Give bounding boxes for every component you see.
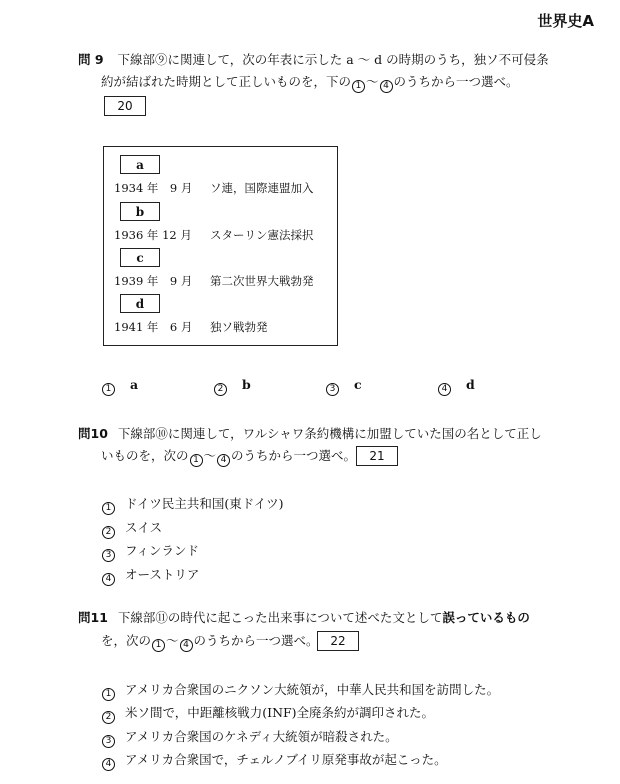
- option-text: フィンランド: [125, 543, 200, 558]
- timeline-event: 独ソ戦勃発: [210, 320, 268, 334]
- timeline-box-c: c: [120, 248, 160, 267]
- q11-text-line1-pre: 下線部⑪の時代に起こった出来事について述べた文として: [117, 610, 443, 625]
- q11-line1: [78, 610, 530, 626]
- timeline-date: 1934 年 9 月: [114, 181, 193, 195]
- q9-range-tilde: ～: [366, 74, 379, 89]
- option-number: 4: [102, 573, 115, 586]
- option-number: 3: [102, 735, 115, 748]
- q9-text-line2-post: のうちから一つ選べ。: [393, 74, 519, 89]
- timeline-box-b: b: [120, 202, 160, 221]
- q10-range-start: 1: [190, 454, 203, 467]
- q10-answer-box: 21: [356, 446, 398, 466]
- q11-text-line2-pre: を，次の: [101, 633, 152, 648]
- choice-label: c: [354, 377, 362, 392]
- timeline-event: スターリン憲法採択: [210, 228, 314, 242]
- q10-text-line2-pre: いものを，次の: [101, 448, 189, 463]
- q9-timeline: [103, 146, 338, 346]
- q9-number: 問 9: [78, 52, 104, 67]
- q11-range-start: 1: [152, 639, 165, 652]
- timeline-event: ソ連，国際連盟加入: [210, 181, 314, 195]
- q10-line2: [101, 448, 356, 467]
- q9-choice-3[interactable]: [325, 377, 362, 396]
- option-text: アメリカ合衆国で，チェルノブイリ原発事故が起こった。: [125, 752, 447, 767]
- option-number: 1: [102, 688, 115, 701]
- q10-range-end: 4: [217, 454, 230, 467]
- q11-option-1[interactable]: [101, 680, 499, 701]
- timeline-box-d: d: [120, 294, 160, 313]
- q9-line1: [78, 52, 549, 68]
- q11-number: 問11: [78, 610, 108, 625]
- q11-answer-box: 22: [317, 631, 359, 651]
- subject-header: 世界史A: [537, 12, 594, 30]
- q10-text-line2-post: のうちから一つ選べ。: [231, 448, 357, 463]
- choice-number: 2: [214, 383, 227, 396]
- option-number: 2: [102, 711, 115, 724]
- choice-label: d: [466, 377, 475, 392]
- q9-choice-1[interactable]: [101, 377, 138, 396]
- q11-line2: [101, 633, 319, 652]
- q11-text-line2-post: のうちから一つ選べ。: [193, 633, 319, 648]
- q11-option-3[interactable]: [101, 727, 398, 748]
- q11-option-2[interactable]: [101, 703, 434, 724]
- q10-option-2[interactable]: [101, 518, 162, 539]
- option-text: スイス: [125, 520, 163, 535]
- choice-label: a: [130, 377, 139, 392]
- option-text: オーストリア: [125, 567, 200, 582]
- q10-number: 問10: [78, 426, 108, 441]
- q11-range-tilde: ～: [166, 633, 179, 648]
- option-number: 4: [102, 758, 115, 771]
- q10-option-4[interactable]: [101, 565, 199, 586]
- q11-text-emphasis: 誤っているもの: [442, 610, 530, 625]
- q10-option-3[interactable]: [101, 541, 199, 562]
- q11-option-4[interactable]: [101, 750, 447, 771]
- timeline-date: 1936 年 12 月: [114, 228, 192, 242]
- q9-range-end: 4: [380, 80, 393, 93]
- q9-line2: [101, 74, 519, 93]
- q10-option-1[interactable]: [101, 494, 284, 515]
- timeline-box-a: a: [120, 155, 160, 174]
- q10-text-line1: 下線部⑩に関連して，ワルシャワ条約機構に加盟していた国の名として正し: [117, 426, 542, 441]
- choice-label: b: [242, 377, 251, 392]
- option-number: 1: [102, 502, 115, 515]
- choice-number: 4: [438, 383, 451, 396]
- choice-number: 3: [326, 383, 339, 396]
- option-text: 米ソ間で，中距離核戦力(INF)全廃条約が調印された。: [125, 705, 435, 720]
- q10-line1: [78, 426, 542, 442]
- timeline-date: 1939 年 9 月: [114, 274, 193, 288]
- timeline-event: 第二次世界大戦勃発: [210, 274, 314, 288]
- q9-text-line2-pre: 約が結ばれた時期として正しいものを，下の: [101, 74, 352, 89]
- option-text: アメリカ合衆国のケネディ大統領が暗殺された。: [125, 729, 398, 744]
- option-number: 2: [102, 526, 115, 539]
- q10-range-tilde: ～: [203, 448, 217, 463]
- choice-number: 1: [102, 383, 115, 396]
- option-text: アメリカ合衆国のニクソン大統領が，中華人民共和国を訪問した。: [125, 682, 500, 697]
- q9-answer-box: 20: [104, 96, 146, 116]
- q9-choice-4[interactable]: [437, 377, 475, 396]
- q9-choice-2[interactable]: [213, 377, 251, 396]
- timeline-date: 1941 年 6 月: [114, 320, 193, 334]
- q9-range-start: 1: [352, 80, 365, 93]
- option-number: 3: [102, 549, 115, 562]
- option-text: ドイツ民主共和国(東ドイツ): [125, 496, 284, 511]
- q9-text-line1: 下線部⑨に関連して，次の年表に示した a ～ d の時期のうち，独ソ不可侵条: [117, 52, 549, 67]
- q11-range-end: 4: [180, 639, 193, 652]
